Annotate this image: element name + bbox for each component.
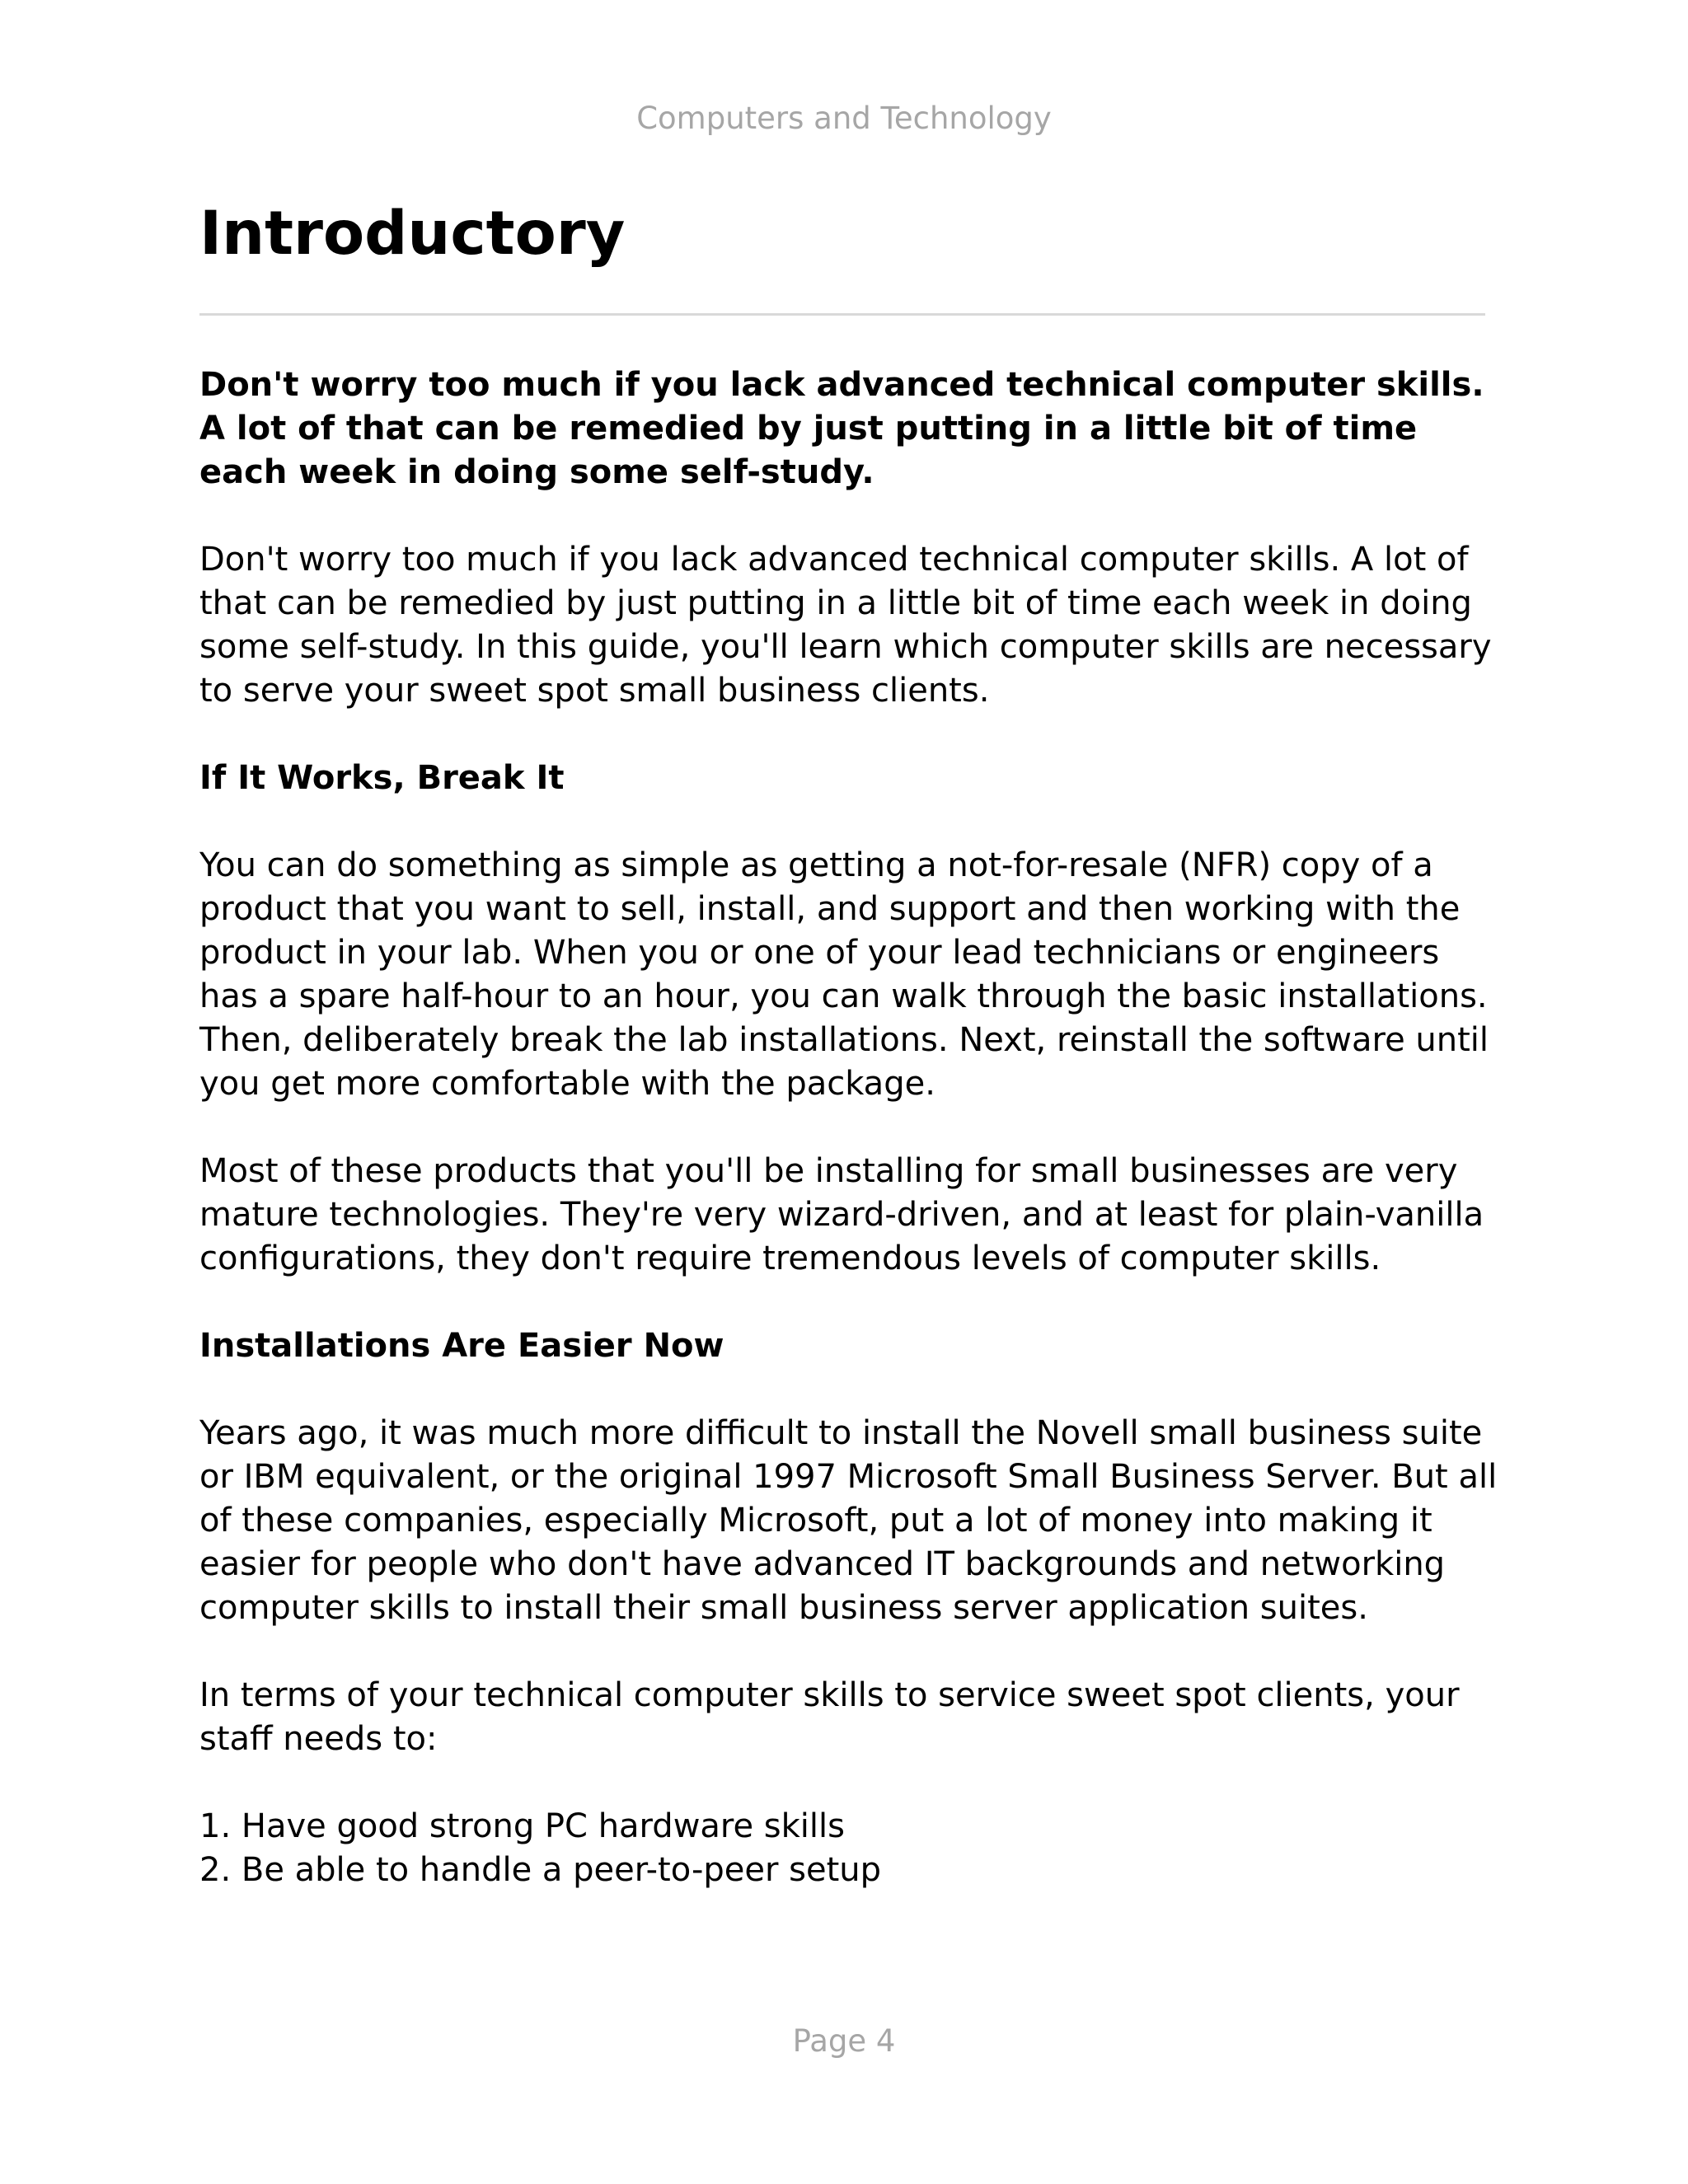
page-number: Page 4 [792, 2023, 896, 2059]
intro-paragraph: Don't worry too much if you lack advanced technical computer skills. A lot of that can be remedied by just putting in a little bit of time each week in doing some self-study. In this guide, you'll learn which computer skills are necessary to serve your sweet spot small business clients. [199, 541, 1492, 710]
page-title: Introductory [199, 199, 626, 269]
lead-paragraph: Don't worry too much if you lack advanced technical computer skills. A lot of that can be remedied by just putting in a little bit of time each week in doing some self-study. [199, 366, 1484, 491]
title-divider [199, 313, 1485, 316]
installations-paragraph-1: Years ago, it was much more difficult to install the Novell small business suite or IBM equivalent, or the original 1997 Microsoft Small Business Server. But all of these companies, especially Microsoft, put a lot of money into making it easier for people who don't have advanced IT backgrounds and networking computer skills to install their small business server application suites. [199, 1414, 1498, 1627]
skills-list [199, 1805, 1502, 1892]
list-item: 1. Have good strong PC hardware skills [199, 1807, 845, 1845]
running-header: Computers and Technology [636, 101, 1052, 136]
break-it-paragraph-2: Most of these products that you'll be installing for small businesses are very mature technologies. They're very wizard-driven, and at least for plain-vanilla configurations, they don't require tremendous levels of computer skills. [199, 1152, 1484, 1277]
break-it-paragraph-1: You can do something as simple as getting a not-for-resale (NFR) copy of a product that you want to sell, install, and support and then working with the product in your lab. When you or one of your lead technicians or engineers has a spare half-hour to an hour, you can walk through the basic installations. Then, deliberately break the lab installations. Next, reinstall the software until you get more comfortable with the package. [199, 846, 1489, 1103]
section-heading-installations: Installations Are Easier Now [199, 1327, 724, 1365]
installations-paragraph-2: In terms of your technical computer skills to service sweet spot clients, your staff needs to: [199, 1676, 1460, 1758]
list-item: 2. Be able to handle a peer-to-peer setup [199, 1851, 882, 1889]
page-content [199, 194, 1502, 1892]
section-heading-break-it: If It Works, Break It [199, 759, 565, 797]
